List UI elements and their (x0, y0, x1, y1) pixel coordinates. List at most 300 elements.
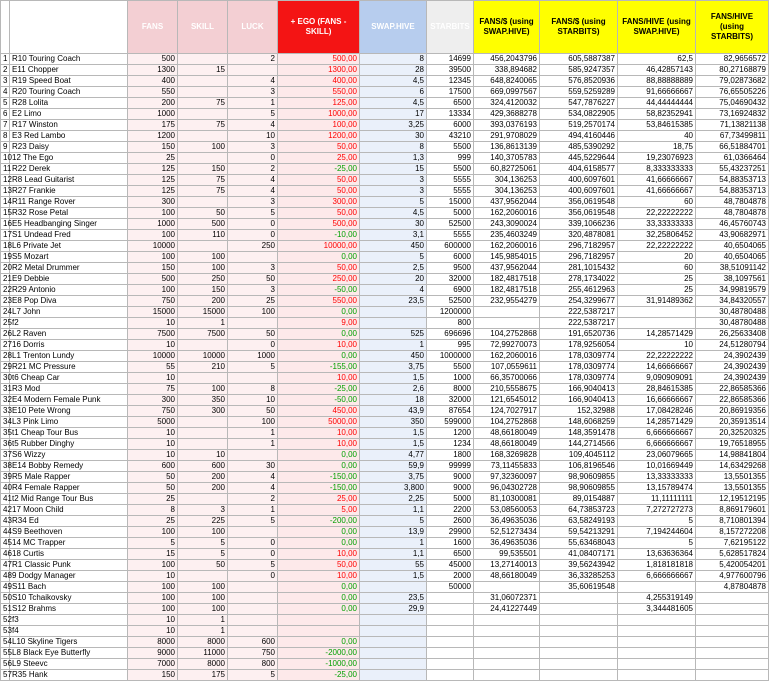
cell-skill[interactable]: 100 (178, 582, 228, 593)
cell-luck[interactable] (228, 252, 278, 263)
cell-fans-per-dollar-starbits[interactable]: 547,7876227 (540, 98, 618, 109)
cell-fans[interactable]: 7000 (128, 659, 178, 670)
cell-skill[interactable]: 200 (178, 483, 228, 494)
cell-name[interactable]: R19 Speed Boat (10, 76, 128, 87)
cell-ego[interactable]: -25,00 (278, 384, 360, 395)
cell-ego[interactable]: 1000,00 (278, 109, 360, 120)
cell-name[interactable]: 16 Dorris (10, 340, 128, 351)
cell-luck[interactable]: 10 (228, 395, 278, 406)
cell-ego[interactable]: 0,00 (278, 538, 360, 549)
cell-skill[interactable]: 15000 (178, 307, 228, 318)
cell-fans-per-hive-swap[interactable]: 14,28571429 (618, 329, 696, 340)
row-number[interactable]: 2 (1, 65, 10, 76)
cell-starbits[interactable]: 696696 (427, 329, 474, 340)
row-number[interactable]: 3 (1, 76, 10, 87)
cell-fans-per-hive-swap[interactable]: 8,333333333 (618, 164, 696, 175)
cell-fans-per-hive-starbits[interactable] (696, 626, 769, 637)
cell-skill[interactable]: 75 (178, 120, 228, 131)
cell-starbits[interactable]: 1200000 (427, 307, 474, 318)
cell-swap-hive[interactable]: 8 (360, 54, 427, 65)
cell-fans-per-hive-swap[interactable]: 60 (618, 263, 696, 274)
cell-fans-per-hive-swap[interactable]: 22,22222222 (618, 241, 696, 252)
cell-name[interactable]: L8 Black Eye Butterfly (10, 648, 128, 659)
cell-name[interactable]: E9 Debbie (10, 274, 128, 285)
cell-name[interactable]: R11 Range Rover (10, 197, 128, 208)
cell-starbits[interactable]: 1200 (427, 428, 474, 439)
cell-fans-per-dollar-swap[interactable]: 13,27140013 (474, 560, 540, 571)
cell-fans-per-hive-swap[interactable]: 58,82352941 (618, 109, 696, 120)
cell-fans-per-hive-starbits[interactable]: 75,04690432 (696, 98, 769, 109)
cell-fans[interactable]: 100 (128, 208, 178, 219)
cell-fans-per-hive-swap[interactable]: 41,66666667 (618, 175, 696, 186)
cell-fans-per-hive-swap[interactable]: 10,01669449 (618, 461, 696, 472)
header-fans[interactable]: FANS (128, 1, 178, 54)
cell-fans-per-hive-swap[interactable]: 16,66666667 (618, 395, 696, 406)
cell-fans-per-dollar-starbits[interactable]: 576,8520936 (540, 76, 618, 87)
cell-starbits[interactable]: 800 (427, 318, 474, 329)
cell-name[interactable]: R1 Classic Punk (10, 560, 128, 571)
cell-ego[interactable]: -50,00 (278, 395, 360, 406)
cell-fans-per-hive-swap[interactable]: 60 (618, 197, 696, 208)
cell-luck[interactable]: 0 (228, 571, 278, 582)
cell-fans-per-dollar-starbits[interactable]: 148,3591478 (540, 428, 618, 439)
row-number[interactable]: 8 (1, 131, 10, 142)
cell-starbits[interactable]: 999 (427, 153, 474, 164)
cell-fans-per-hive-swap[interactable]: 62,5 (618, 54, 696, 65)
cell-fans-per-hive-swap[interactable]: 13,63636364 (618, 549, 696, 560)
cell-swap-hive[interactable]: 4,5 (360, 76, 427, 87)
cell-fans-per-hive-starbits[interactable]: 4,977600796 (696, 571, 769, 582)
cell-skill[interactable] (178, 373, 228, 384)
row-number[interactable]: 5 (1, 98, 10, 109)
cell-fans[interactable]: 10 (128, 318, 178, 329)
cell-starbits[interactable] (427, 604, 474, 615)
cell-ego[interactable] (278, 615, 360, 626)
header-ego[interactable]: + EGO (FANS - SKILL) (278, 1, 360, 54)
cell-skill[interactable]: 350 (178, 395, 228, 406)
cell-starbits[interactable]: 5500 (427, 164, 474, 175)
cell-starbits[interactable]: 32000 (427, 395, 474, 406)
cell-skill[interactable]: 100 (178, 252, 228, 263)
cell-swap-hive[interactable]: 4 (360, 285, 427, 296)
cell-swap-hive[interactable]: 1,1 (360, 505, 427, 516)
header-fans-per-dollar-swap[interactable]: FANS/$ (using SWAP.HIVE) (474, 1, 540, 54)
cell-swap-hive[interactable] (360, 307, 427, 318)
cell-fans[interactable]: 15 (128, 549, 178, 560)
cell-swap-hive[interactable]: 450 (360, 351, 427, 362)
cell-fans[interactable]: 10 (128, 450, 178, 461)
row-number[interactable]: 16 (1, 219, 10, 230)
cell-fans[interactable]: 9000 (128, 648, 178, 659)
cell-fans-per-dollar-starbits[interactable]: 400,6097601 (540, 175, 618, 186)
header-name[interactable] (10, 1, 128, 54)
row-number[interactable]: 7 (1, 120, 10, 131)
cell-swap-hive[interactable]: 55 (360, 560, 427, 571)
cell-fans[interactable]: 300 (128, 197, 178, 208)
cell-ego[interactable]: 0,00 (278, 450, 360, 461)
row-number[interactable]: 24 (1, 307, 10, 318)
cell-fans-per-hive-swap[interactable]: 20 (618, 252, 696, 263)
cell-starbits[interactable]: 5000 (427, 494, 474, 505)
cell-skill[interactable] (178, 131, 228, 142)
cell-fans[interactable]: 10 (128, 373, 178, 384)
cell-fans-per-hive-starbits[interactable] (696, 637, 769, 648)
cell-skill[interactable]: 11000 (178, 648, 228, 659)
cell-fans-per-hive-starbits[interactable] (696, 670, 769, 681)
cell-name[interactable]: R17 Winston (10, 120, 128, 131)
cell-name[interactable]: R27 Frankie (10, 186, 128, 197)
cell-ego[interactable]: 0,00 (278, 527, 360, 538)
cell-ego[interactable]: 0,00 (278, 252, 360, 263)
cell-fans[interactable]: 750 (128, 296, 178, 307)
cell-fans[interactable]: 400 (128, 76, 178, 87)
cell-name[interactable]: R8 Lead Guitarist (10, 175, 128, 186)
cell-skill[interactable]: 100 (178, 384, 228, 395)
cell-fans-per-hive-swap[interactable]: 88,88888889 (618, 76, 696, 87)
cell-fans-per-dollar-swap[interactable]: 48,66180049 (474, 571, 540, 582)
cell-starbits[interactable]: 1000000 (427, 351, 474, 362)
cell-fans-per-hive-swap[interactable]: 13,33333333 (618, 472, 696, 483)
cell-skill[interactable] (178, 340, 228, 351)
cell-name[interactable]: E11 Chopper (10, 65, 128, 76)
cell-name[interactable]: R29 Antonio (10, 285, 128, 296)
cell-fans-per-hive-starbits[interactable] (696, 593, 769, 604)
cell-fans-per-hive-swap[interactable]: 13,15789474 (618, 483, 696, 494)
cell-swap-hive[interactable]: 15 (360, 164, 427, 175)
cell-skill[interactable]: 500 (178, 219, 228, 230)
cell-fans-per-dollar-starbits[interactable] (540, 604, 618, 615)
cell-fans-per-hive-swap[interactable]: 9,090909091 (618, 373, 696, 384)
row-number[interactable]: 9 (1, 142, 10, 153)
cell-fans-per-hive-starbits[interactable]: 20,35913514 (696, 417, 769, 428)
cell-fans-per-dollar-swap[interactable]: 66,35700066 (474, 373, 540, 384)
cell-fans[interactable]: 25 (128, 153, 178, 164)
cell-starbits[interactable]: 600000 (427, 241, 474, 252)
cell-fans[interactable]: 100 (128, 582, 178, 593)
cell-luck[interactable]: 250 (228, 241, 278, 252)
row-number[interactable]: 29 (1, 362, 10, 373)
cell-luck[interactable]: 0 (228, 153, 278, 164)
cell-starbits[interactable]: 14699 (427, 54, 474, 65)
cell-ego[interactable]: -10,00 (278, 230, 360, 241)
cell-fans-per-dollar-starbits[interactable]: 178,0309774 (540, 373, 618, 384)
cell-fans-per-hive-starbits[interactable]: 54,88353713 (696, 186, 769, 197)
cell-fans-per-dollar-starbits[interactable]: 191,6520736 (540, 329, 618, 340)
cell-name[interactable]: R32 Rose Petal (10, 208, 128, 219)
cell-fans-per-dollar-starbits[interactable] (540, 648, 618, 659)
header-fans-per-dollar-starbits[interactable]: FANS/$ (using STARBITS) (540, 1, 618, 54)
cell-fans-per-dollar-swap[interactable]: 162,2060016 (474, 351, 540, 362)
cell-luck[interactable]: 4 (228, 120, 278, 131)
cell-starbits[interactable]: 9000 (427, 472, 474, 483)
cell-starbits[interactable] (427, 648, 474, 659)
cell-fans-per-hive-swap[interactable]: 3,344481605 (618, 604, 696, 615)
cell-starbits[interactable] (427, 637, 474, 648)
row-number[interactable]: 14 (1, 197, 10, 208)
cell-starbits[interactable]: 1234 (427, 439, 474, 450)
cell-name[interactable]: t1 Cheap Tour Bus (10, 428, 128, 439)
cell-name[interactable]: R4 Female Rapper (10, 483, 128, 494)
cell-ego[interactable]: 10,00 (278, 428, 360, 439)
cell-luck[interactable]: 1 (228, 98, 278, 109)
cell-swap-hive[interactable]: 28 (360, 65, 427, 76)
cell-fans[interactable]: 75 (128, 384, 178, 395)
cell-fans-per-hive-swap[interactable]: 28,84615385 (618, 384, 696, 395)
cell-ego[interactable]: 50,00 (278, 175, 360, 186)
cell-name[interactable]: t5 Rubber Dinghy (10, 439, 128, 450)
cell-name[interactable]: L7 John (10, 307, 128, 318)
cell-fans-per-dollar-swap[interactable]: 36,49635036 (474, 516, 540, 527)
cell-starbits[interactable]: 9500 (427, 263, 474, 274)
cell-ego[interactable]: 0,00 (278, 582, 360, 593)
cell-swap-hive[interactable] (360, 637, 427, 648)
cell-starbits[interactable]: 2000 (427, 571, 474, 582)
cell-skill[interactable]: 200 (178, 472, 228, 483)
cell-luck[interactable]: 1 (228, 505, 278, 516)
cell-fans-per-hive-swap[interactable] (618, 648, 696, 659)
cell-fans-per-dollar-swap[interactable]: 107,0559611 (474, 362, 540, 373)
cell-name[interactable]: E14 Bobby Remedy (10, 461, 128, 472)
cell-name[interactable]: R5 Male Rapper (10, 472, 128, 483)
cell-fans-per-hive-swap[interactable]: 25 (618, 274, 696, 285)
cell-ego[interactable]: 5000,00 (278, 417, 360, 428)
cell-name[interactable]: L1 Trenton Lundy (10, 351, 128, 362)
cell-name[interactable]: R34 Ed (10, 516, 128, 527)
cell-name[interactable]: L6 Private Jet (10, 241, 128, 252)
cell-name[interactable]: S11 Bach (10, 582, 128, 593)
cell-fans-per-hive-starbits[interactable]: 22,86585366 (696, 384, 769, 395)
row-number[interactable]: 52 (1, 615, 10, 626)
row-number[interactable]: 6 (1, 109, 10, 120)
cell-ego[interactable]: 50,00 (278, 208, 360, 219)
cell-name[interactable]: t6 Cheap Car (10, 373, 128, 384)
cell-starbits[interactable]: 52500 (427, 296, 474, 307)
cell-fans-per-dollar-starbits[interactable]: 41,08407171 (540, 549, 618, 560)
cell-skill[interactable]: 10 (178, 450, 228, 461)
cell-fans-per-hive-swap[interactable]: 22,22222222 (618, 351, 696, 362)
cell-fans-per-dollar-swap[interactable] (474, 659, 540, 670)
cell-fans-per-dollar-starbits[interactable]: 222,5387217 (540, 318, 618, 329)
cell-fans-per-hive-swap[interactable] (618, 670, 696, 681)
cell-fans[interactable]: 5 (128, 538, 178, 549)
cell-skill[interactable]: 100 (178, 142, 228, 153)
cell-name[interactable]: S1 Undead Fred (10, 230, 128, 241)
cell-name[interactable]: E5 Headbanging Singer (10, 219, 128, 230)
cell-luck[interactable]: 0 (228, 538, 278, 549)
cell-name[interactable]: E10 Pete Wrong (10, 406, 128, 417)
cell-skill[interactable]: 100 (178, 527, 228, 538)
cell-starbits[interactable] (427, 659, 474, 670)
cell-ego[interactable]: 25,00 (278, 494, 360, 505)
row-number[interactable]: 19 (1, 252, 10, 263)
cell-fans-per-dollar-swap[interactable]: 304,136253 (474, 175, 540, 186)
cell-fans-per-hive-swap[interactable]: 40 (618, 131, 696, 142)
cell-swap-hive[interactable]: 5 (360, 516, 427, 527)
cell-fans-per-dollar-starbits[interactable]: 281,1015432 (540, 263, 618, 274)
cell-fans-per-dollar-swap[interactable]: 669,0997567 (474, 87, 540, 98)
cell-starbits[interactable] (427, 593, 474, 604)
cell-name[interactable]: R22 Derek (10, 164, 128, 175)
cell-ego[interactable]: -200,00 (278, 516, 360, 527)
cell-fans-per-hive-starbits[interactable]: 26,25633408 (696, 329, 769, 340)
cell-swap-hive[interactable]: 13,9 (360, 527, 427, 538)
cell-starbits[interactable]: 13334 (427, 109, 474, 120)
cell-ego[interactable]: 125,00 (278, 98, 360, 109)
cell-fans-per-dollar-starbits[interactable]: 144,2714566 (540, 439, 618, 450)
row-number[interactable]: 40 (1, 483, 10, 494)
row-number[interactable]: 56 (1, 659, 10, 670)
cell-fans-per-hive-starbits[interactable]: 34,84320557 (696, 296, 769, 307)
cell-starbits[interactable]: 8000 (427, 384, 474, 395)
cell-ego[interactable]: 10,00 (278, 340, 360, 351)
cell-starbits[interactable]: 9000 (427, 483, 474, 494)
cell-name[interactable]: S10 Tchaikovsky (10, 593, 128, 604)
cell-fans-per-dollar-starbits[interactable]: 109,4045112 (540, 450, 618, 461)
cell-luck[interactable]: 4 (228, 472, 278, 483)
cell-name[interactable]: S9 Beethoven (10, 527, 128, 538)
cell-skill[interactable]: 5 (178, 549, 228, 560)
cell-luck[interactable]: 0 (228, 340, 278, 351)
cell-luck[interactable]: 5 (228, 516, 278, 527)
cell-skill[interactable]: 110 (178, 230, 228, 241)
cell-fans-per-dollar-swap[interactable]: 52,51273434 (474, 527, 540, 538)
row-number[interactable]: 30 (1, 373, 10, 384)
cell-starbits[interactable]: 87654 (427, 406, 474, 417)
cell-fans[interactable]: 150 (128, 263, 178, 274)
cell-starbits[interactable]: 15000 (427, 197, 474, 208)
cell-ego[interactable]: 0,00 (278, 604, 360, 615)
cell-luck[interactable]: 8 (228, 384, 278, 395)
cell-fans[interactable]: 25 (128, 516, 178, 527)
row-number[interactable]: 46 (1, 549, 10, 560)
cell-ego[interactable]: 0,00 (278, 351, 360, 362)
cell-name[interactable]: t2 Mid Range Tour Bus (10, 494, 128, 505)
cell-ego[interactable]: 1300,00 (278, 65, 360, 76)
cell-fans[interactable]: 125 (128, 186, 178, 197)
cell-swap-hive[interactable]: 59,9 (360, 461, 427, 472)
row-number[interactable]: 15 (1, 208, 10, 219)
cell-swap-hive[interactable]: 3,1 (360, 230, 427, 241)
cell-swap-hive[interactable]: 43,9 (360, 406, 427, 417)
cell-swap-hive[interactable]: 30 (360, 131, 427, 142)
cell-ego[interactable]: 550,00 (278, 87, 360, 98)
cell-skill[interactable] (178, 241, 228, 252)
corner-cell[interactable] (1, 1, 10, 54)
cell-fans-per-hive-starbits[interactable] (696, 659, 769, 670)
cell-starbits[interactable]: 6500 (427, 98, 474, 109)
cell-fans-per-dollar-starbits[interactable]: 178,9256054 (540, 340, 618, 351)
cell-fans-per-dollar-starbits[interactable]: 59,54213291 (540, 527, 618, 538)
cell-fans-per-hive-starbits[interactable]: 40,6504065 (696, 241, 769, 252)
cell-name[interactable]: S12 Brahms (10, 604, 128, 615)
cell-fans-per-hive-starbits[interactable]: 8,869179601 (696, 505, 769, 516)
cell-fans[interactable]: 10 (128, 571, 178, 582)
cell-swap-hive[interactable] (360, 659, 427, 670)
cell-fans-per-hive-starbits[interactable]: 13,5501355 (696, 483, 769, 494)
cell-fans-per-hive-starbits[interactable]: 55,43237251 (696, 164, 769, 175)
cell-ego[interactable]: 550,00 (278, 296, 360, 307)
cell-ego[interactable]: -25,00 (278, 164, 360, 175)
cell-skill[interactable] (178, 494, 228, 505)
cell-fans-per-hive-starbits[interactable]: 24,3902439 (696, 373, 769, 384)
cell-fans-per-dollar-starbits[interactable]: 166,9040413 (540, 384, 618, 395)
cell-swap-hive[interactable]: 2,5 (360, 263, 427, 274)
cell-fans[interactable]: 100 (128, 560, 178, 571)
row-number[interactable]: 11 (1, 164, 10, 175)
cell-starbits[interactable]: 99999 (427, 461, 474, 472)
header-swap-hive[interactable]: SWAP.HIVE (360, 1, 427, 54)
cell-starbits[interactable]: 5555 (427, 175, 474, 186)
cell-luck[interactable]: 4 (228, 186, 278, 197)
cell-fans[interactable]: 100 (128, 604, 178, 615)
cell-fans[interactable]: 100 (128, 285, 178, 296)
cell-fans-per-dollar-swap[interactable]: 456,2043796 (474, 54, 540, 65)
cell-luck[interactable] (228, 527, 278, 538)
cell-fans-per-dollar-swap[interactable]: 291,9708029 (474, 131, 540, 142)
cell-fans-per-hive-starbits[interactable]: 24,51280794 (696, 340, 769, 351)
cell-fans-per-dollar-starbits[interactable]: 89,0154887 (540, 494, 618, 505)
cell-starbits[interactable]: 1600 (427, 538, 474, 549)
cell-name[interactable]: E4 Modern Female Punk (10, 395, 128, 406)
cell-swap-hive[interactable]: 30 (360, 219, 427, 230)
row-number[interactable]: 31 (1, 384, 10, 395)
cell-fans-per-dollar-swap[interactable] (474, 637, 540, 648)
cell-luck[interactable]: 100 (228, 307, 278, 318)
cell-luck[interactable]: 10 (228, 131, 278, 142)
row-number[interactable]: 47 (1, 560, 10, 571)
cell-fans-per-dollar-starbits[interactable]: 356,0619548 (540, 208, 618, 219)
cell-fans[interactable]: 500 (128, 54, 178, 65)
cell-starbits[interactable]: 45000 (427, 560, 474, 571)
cell-swap-hive[interactable] (360, 582, 427, 593)
cell-fans-per-dollar-swap[interactable]: 232,9554279 (474, 296, 540, 307)
cell-fans[interactable]: 175 (128, 120, 178, 131)
cell-luck[interactable]: 600 (228, 637, 278, 648)
cell-swap-hive[interactable]: 6 (360, 87, 427, 98)
row-number[interactable]: 13 (1, 186, 10, 197)
cell-swap-hive[interactable]: 3,75 (360, 362, 427, 373)
cell-fans-per-hive-starbits[interactable]: 48,7804878 (696, 197, 769, 208)
cell-luck[interactable]: 3 (228, 263, 278, 274)
cell-fans-per-hive-swap[interactable]: 11,11111111 (618, 494, 696, 505)
cell-ego[interactable]: -50,00 (278, 285, 360, 296)
cell-fans-per-hive-swap[interactable]: 41,66666667 (618, 186, 696, 197)
cell-skill[interactable]: 175 (178, 670, 228, 681)
cell-skill[interactable] (178, 109, 228, 120)
row-number[interactable]: 48 (1, 571, 10, 582)
cell-fans-per-hive-swap[interactable]: 4,255319149 (618, 593, 696, 604)
cell-fans[interactable]: 550 (128, 87, 178, 98)
cell-skill[interactable]: 150 (178, 285, 228, 296)
cell-fans-per-dollar-swap[interactable] (474, 307, 540, 318)
cell-fans-per-dollar-swap[interactable]: 121,6545012 (474, 395, 540, 406)
cell-skill[interactable] (178, 571, 228, 582)
cell-fans-per-dollar-swap[interactable]: 210,5558675 (474, 384, 540, 395)
cell-name[interactable]: f2 (10, 318, 128, 329)
cell-fans-per-hive-swap[interactable] (618, 307, 696, 318)
cell-ego[interactable]: 450,00 (278, 406, 360, 417)
cell-luck[interactable]: 50 (228, 329, 278, 340)
cell-fans-per-hive-swap[interactable]: 19,23076923 (618, 153, 696, 164)
cell-fans-per-hive-swap[interactable] (618, 659, 696, 670)
row-number[interactable]: 50 (1, 593, 10, 604)
cell-starbits[interactable]: 5500 (427, 362, 474, 373)
cell-fans-per-hive-starbits[interactable]: 34,99819579 (696, 285, 769, 296)
cell-swap-hive[interactable]: 3 (360, 186, 427, 197)
cell-fans[interactable]: 55 (128, 362, 178, 373)
cell-fans-per-dollar-swap[interactable]: 53,08560053 (474, 505, 540, 516)
cell-luck[interactable]: 0 (228, 219, 278, 230)
